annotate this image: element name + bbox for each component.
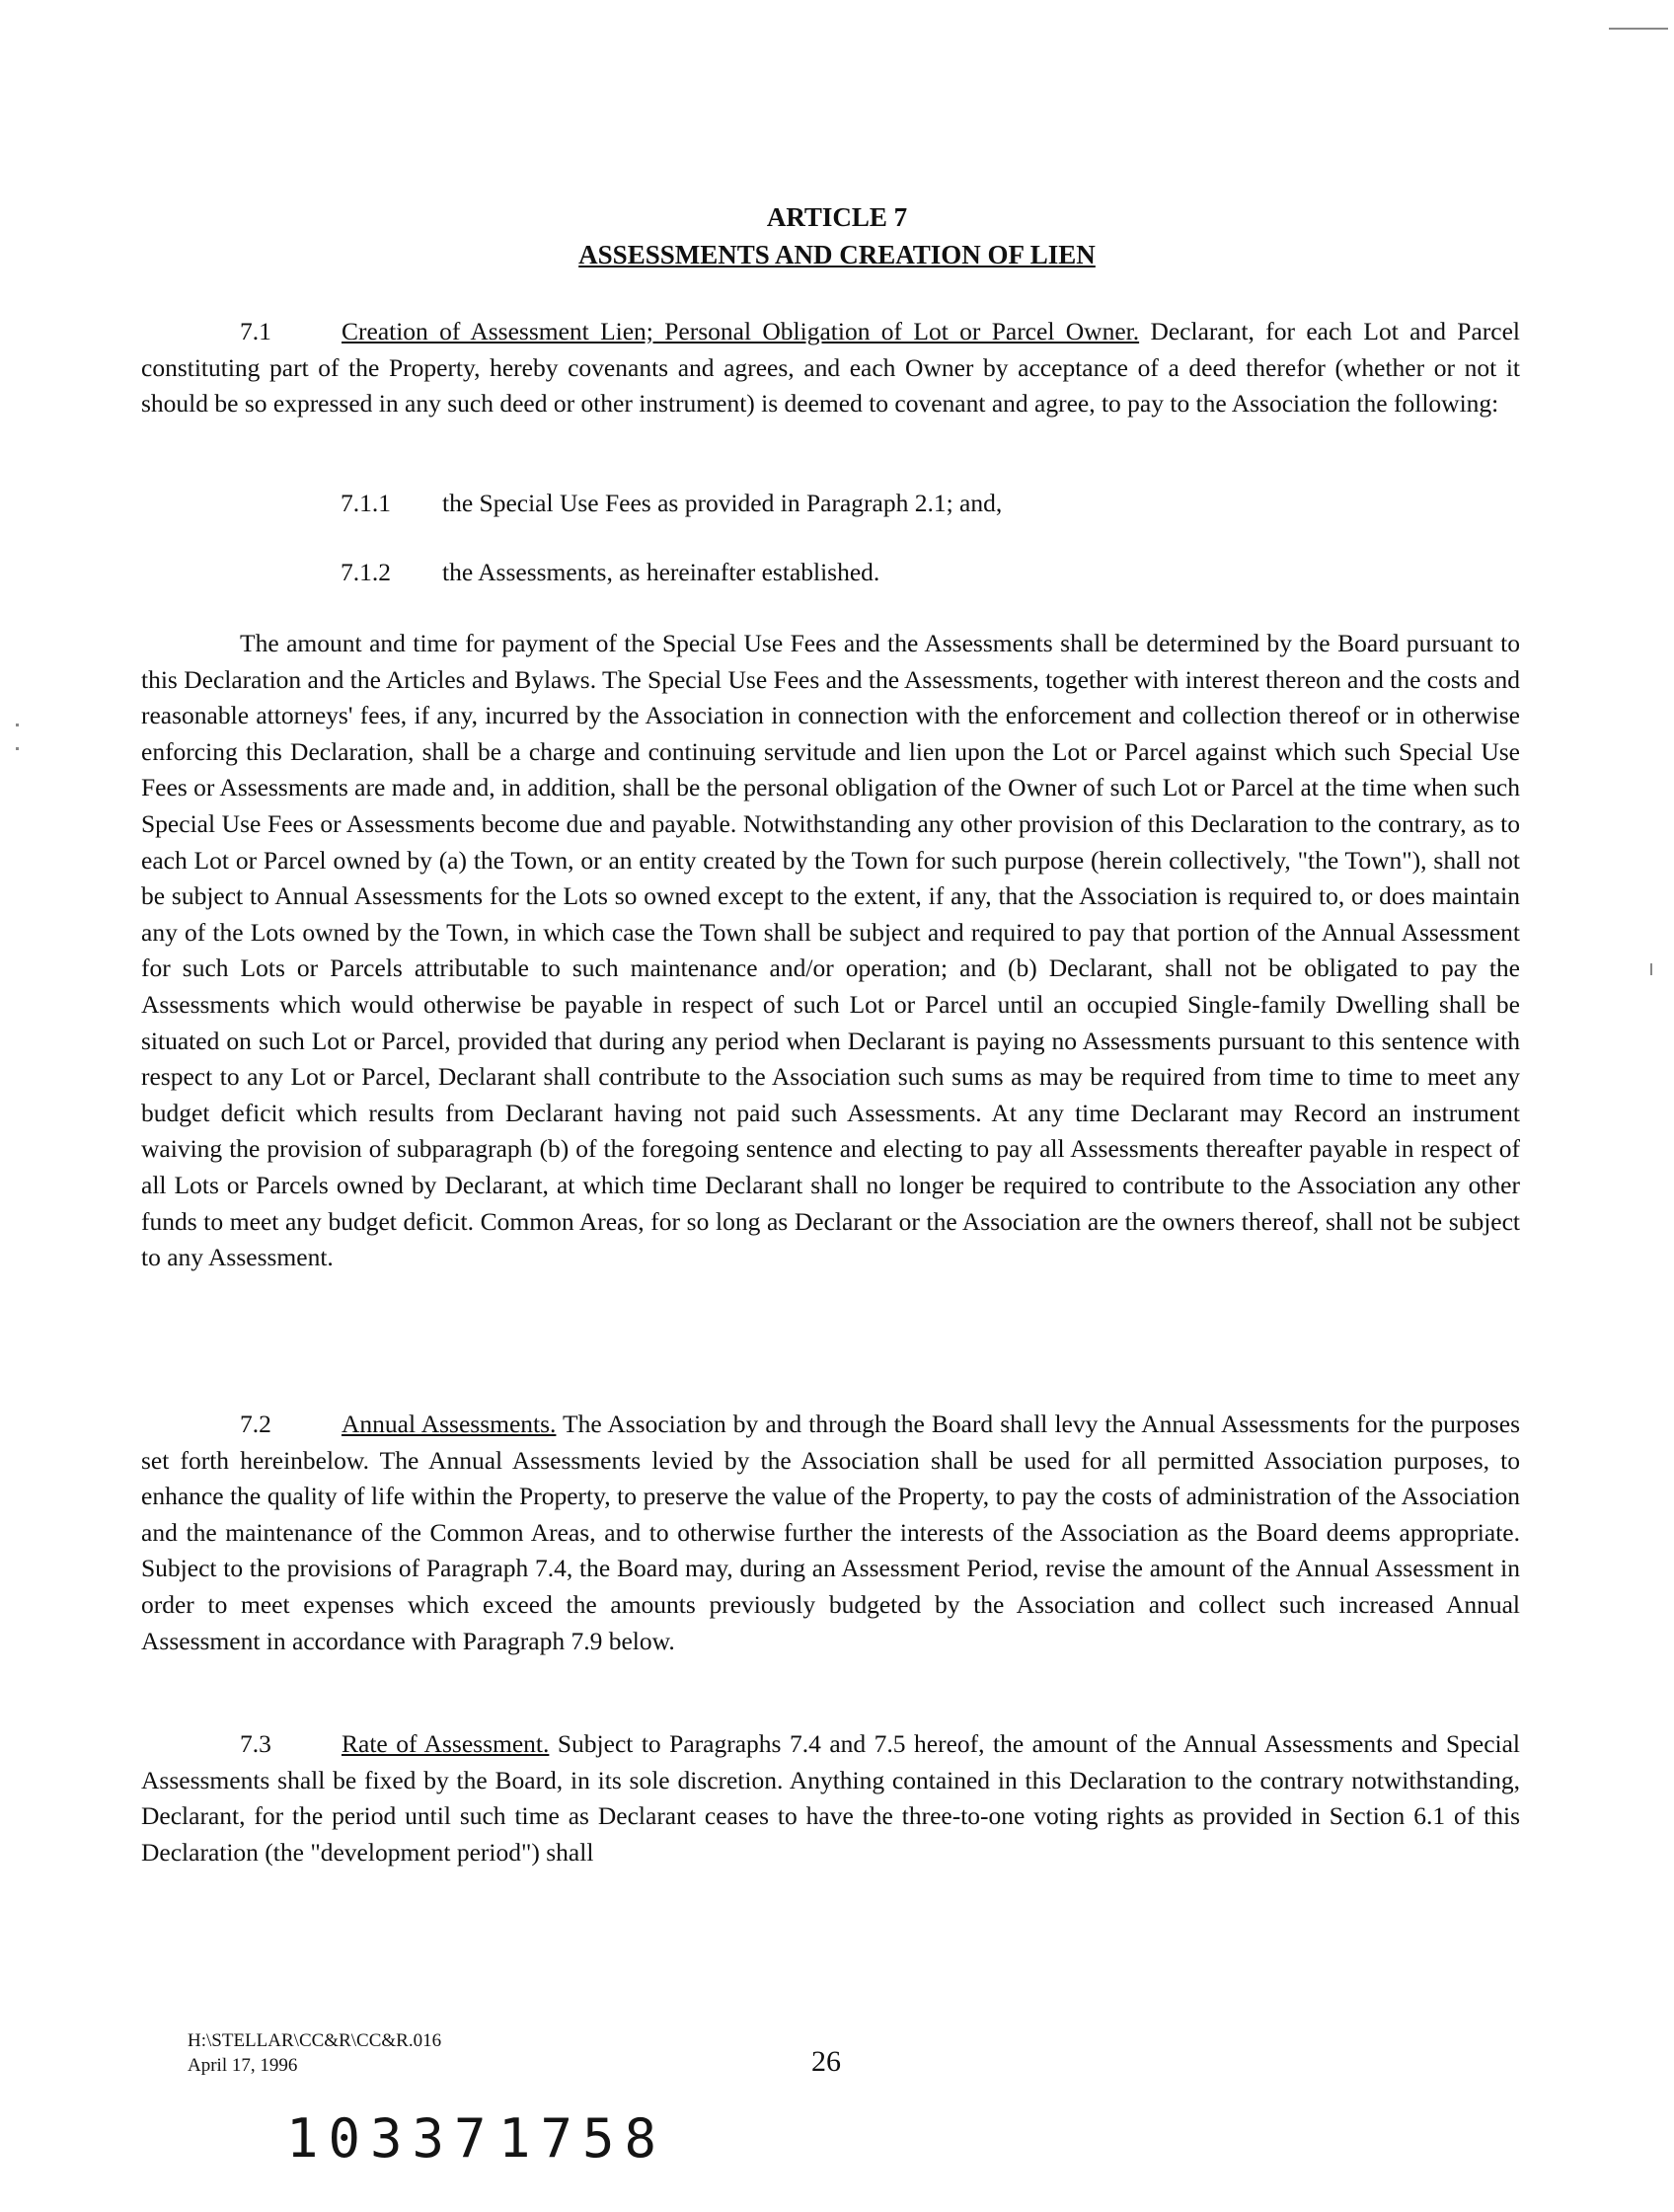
page-number: 26 [811, 2045, 841, 2078]
subsection-7-1-1 [341, 486, 1002, 521]
subsection-number: 7.1.1 [341, 489, 391, 517]
section-heading: Rate of Assessment. [342, 1729, 550, 1758]
subsection-7-1-2 [341, 555, 879, 590]
footer-file-path: H:\STELLAR\CC&R\CC&R.016 [188, 2030, 442, 2051]
body-paragraph: The amount and time for payment of the Special Use Fees and the Assessments shall be determined by the Board pursuant to this Declaration and the Articles and Bylaws. The Special Use Fees and the Assessments, together with interest thereon and the costs and reasonable attorneys' fees, if any, incurred by the Association in connection with the enforcement and collection thereof or in otherwise enforcing this Declaration, shall be a charge and continuing servitude and lien upon the Lot or Parcel against which such Special Use Fees or Assessments are made and, in addition, shall be the personal obligation of the Owner of such Lot or Parcel at the time when such Special Use Fees or Assessments become due and payable. Notwithstanding any other provision of this Declaration to the contrary, as to each Lot or Parcel owned by (a) the Town, or an entity created by the Town for such purpose (herein collectively, "the Town"), shall not be subject to Annual Assessments for the Lots so owned except to the extent, if any, that the Association is required to, or does maintain any of the Lots owned by the Town, in which case the Town shall be subject and required to pay that portion of the Annual Assessment for such Lots or Parcels attributable to such maintenance and/or operation; and (b) Declarant, shall not be obligated to pay the Assessments which would otherwise be payable in respect of such Lot or Parcel until an occupied Single-family Dwelling shall be situated on such Lot or Parcel, provided that during any period when Declarant is paying no Assessments pursuant to this sentence with respect to any Lot or Parcel, Declarant shall contribute to the Association such sums as may be required from time to time to meet any budget deficit which results from Declarant having not paid such Assessments. At any time Declarant may Record an instrument waiving the provision of subparagraph (b) of the foregoing sentence and electing to pay all Assessments thereafter payable in respect of all Lots or Parcels owned by Declarant, at which time Declarant shall no longer be required to contribute to the Association any other funds to meet any budget deficit. Common Areas, for so long as Declarant or the Association are the owners thereof, shall not be subject to any Assessment. [141, 629, 1520, 1272]
scan-artifact-mark [1609, 28, 1668, 30]
recording-stamp-book: 10337 [286, 2107, 496, 2170]
section-7-1 [141, 314, 1520, 422]
subsection-text: the Special Use Fees as provided in Paragraph 2.1; and, [442, 489, 1003, 517]
section-number: 7.2 [240, 1410, 271, 1438]
scan-artifact-dot [16, 724, 19, 726]
section-heading: Creation of Assessment Lien; Personal Obligation of Lot or Parcel Owner. [342, 317, 1140, 345]
section-text: The Association by and through the Board shall levy the Annual Assessments for the purposes set forth hereinbelow. The Annual Assessments levied by the Association shall be used for all permitted Association purposes, to enhance the quality of life within the Property, to preserve the value of the Property, to pay the costs of administration of the Association and the maintenance of the Common Areas, and to otherwise further the interests of the Association as the Board deems appropriate. Subject to the provisions of Paragraph 7.4, the Board may, during an Assessment Period, revise the amount of the Annual Assessment in order to meet expenses which exceed the amounts previously budgeted by the Association and collect such increased Annual Assessment in accordance with Paragraph 7.9 below. [141, 1410, 1521, 1655]
subsection-text: the Assessments, as hereinafter established. [442, 558, 880, 586]
section-7-3 [141, 1726, 1520, 1870]
article-title: ASSESSMENTS AND CREATION OF LIEN [578, 240, 1096, 269]
article-number: ARTICLE 7 [766, 202, 908, 232]
scan-artifact-dot [16, 747, 19, 750]
scan-artifact-dot [1650, 963, 1652, 975]
subsection-number: 7.1.2 [341, 558, 391, 586]
section-text: Declarant, for each Lot and Parcel constituting part of the Property, hereby covenants and agrees, and each Owner by acceptance of a deed therefor (whether or not it should be so expressed in any such deed or other instrument) is deemed to covenant and agree, to pay to the Association the following: [141, 317, 1520, 419]
recording-stamp-page: 1758 [498, 2107, 667, 2170]
section-number: 7.1 [240, 317, 271, 345]
section-number: 7.3 [240, 1729, 271, 1758]
section-text: Subject to Paragraphs 7.4 and 7.5 hereof, the amount of the Annual Assessments and Special Assessments shall be fixed by the Board, in its sole discretion. Anything contained in this Declaration to the contrary notwithstanding, Declarant, for the period until such time as Declarant ceases to have the three-to-one voting rights as provided in Section 6.1 of this Declaration (the "development period") shall [141, 1729, 1521, 1867]
section-7-2 [141, 1407, 1520, 1659]
footer-date: April 17, 1996 [188, 2055, 298, 2076]
section-heading: Annual Assessments. [342, 1410, 557, 1438]
